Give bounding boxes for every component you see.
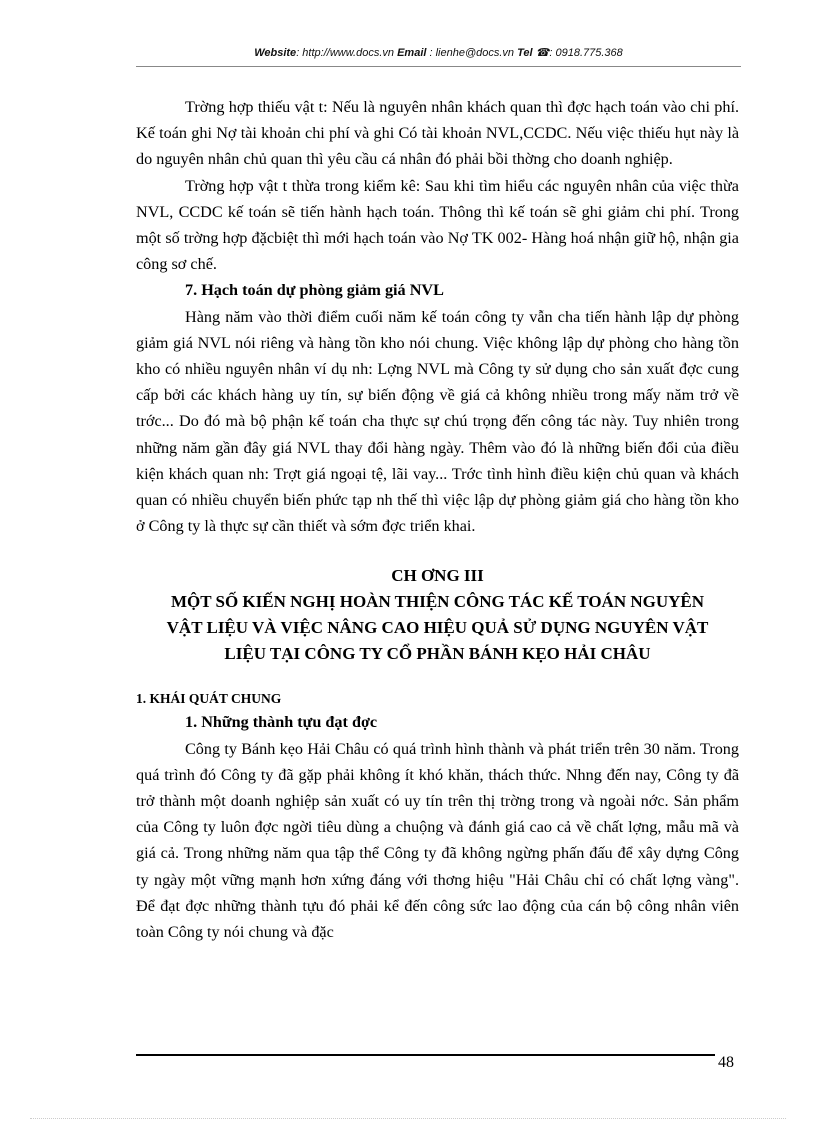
- paragraph-achievements: Công ty Bánh kẹo Hải Châu có quá trình hình thành và phát triển trên 30 năm. Trong quá trình đó Công ty đã gặp phải không ít khó khăn, thách thức. Nhng đến nay, Công ty đã trở thành một doanh nghiệp sản xuất có uy tín trên thị trờng trong và ngoài nớc. Sản phẩm của Công ty luôn đợc ngời tiêu dùng a chuộng và đánh giá cao cả về chất lợng, mẫu mã và giá cả. Trong những năm qua tập thể Công ty đã không ngừng phấn đấu để xây dựng Công ty ngày một vững mạnh hơn xứng đáng với thơng hiệu "Hải Châu chỉ có chất lợng vàng". Để đạt đợc những thành tựu đó phải kể đến công sức lao động của cán bộ công nhân viên toàn Công ty nói chung và đặc: [136, 739, 739, 942]
- page-number: 48: [718, 1054, 734, 1071]
- paragraph-shortage: Trờng hợp thiếu vật t: Nếu là nguyên nhân khách quan thì đợc hạch toán vào chi phí. Kế toán ghi Nợ tài khoản chi phí và ghi Có tài khoản NVL,CCDC. Nếu việc thiếu hụt này là do nguyên nhân chủ quan thì yêu cầu cá nhân đó phải bồi thờng cho doanh nghiệp.: [136, 98, 739, 169]
- paragraph-provision: Hàng năm vào thời điểm cuối năm kế toán công ty vẫn cha tiến hành lập dự phòng giảm giá NVL nói riêng và hàng tồn kho nói chung. Việc không lập dự phòng cho hàng tồn kho có nhiều nguyên nhân ví dụ nh: Lợng NVL mà Công ty sử dụng cho sản xuất đợc cung cấp bởi các khách hàng uy tín, sự biến động về giá cả không nhiều trong mấy năm trở về trớc... Do đó mà bộ phận kế toán cha thực sự chú trọng đến công tác này. Tuy nhiên trong những năm gần đây giá NVL thay đổi hàng ngày. Thêm vào đó là những biến đổi của điều kiện khách quan nh: Trợt giá ngoại tệ, lãi vay... Trớc tình hình điều kiện chủ quan và khách quan có nhiều chuyển biến phức tạp nh thế thì việc lập dự phòng giảm giá cho hàng tồn kho ở Công ty là thực sự cần thiết và sớm đợc triển khai.: [136, 307, 739, 536]
- chapter-title: CH ƠNG III: [391, 566, 484, 586]
- phone-icon: ☎: [535, 47, 550, 59]
- chapter-heading: [136, 563, 739, 667]
- bottom-dotted-line: [30, 1118, 786, 1119]
- email-label: Email: [397, 47, 427, 59]
- heading-provision: 7. Hạch toán dự phòng giảm giá NVL: [185, 281, 444, 300]
- website-value: : http://www.docs.vn: [296, 47, 395, 59]
- tel-value: : 0918.775.368: [549, 47, 623, 59]
- paragraph-surplus: Trờng hợp vật t thừa trong kiểm kê: Sau khi tìm hiểu các nguyên nhân của việc thừa NVL, CCDC kế toán sẽ tiến hành hạch toán. Thông thì kế toán sẽ ghi giảm chi phí. Trong một số trờng hợp đặcbiệt thì mới hạch toán vào Nợ TK 002- Hàng hoá nhận giữ hộ, nhận gia công sơ chế.: [136, 176, 739, 274]
- section-heading: 1. KHÁI QUÁT CHUNG: [136, 691, 282, 707]
- document-body: [136, 94, 739, 945]
- chapter-line-2: VẬT LIỆU VÀ VIỆC NÂNG CAO HIỆU QUẢ SỬ DỤNG NGUYÊN VẬT: [166, 618, 709, 638]
- footer-divider: [136, 1054, 715, 1056]
- website-label: Website: [254, 47, 297, 59]
- chapter-line-3: LIỆU TẠI CÔNG TY CỔ PHẦN BÁNH KẸO HẢI CHÂU: [224, 644, 651, 664]
- header-divider: [136, 66, 741, 67]
- email-value: : lienhe@docs.vn: [429, 47, 515, 59]
- page-header: [136, 46, 741, 59]
- subsection-heading: 1. Những thành tựu đạt đợc: [185, 713, 378, 732]
- tel-label: Tel: [517, 47, 533, 59]
- chapter-line-1: MỘT SỐ KIẾN NGHỊ HOÀN THIỆN CÔNG TÁC KẾ TOÁN NGUYÊN: [170, 592, 705, 612]
